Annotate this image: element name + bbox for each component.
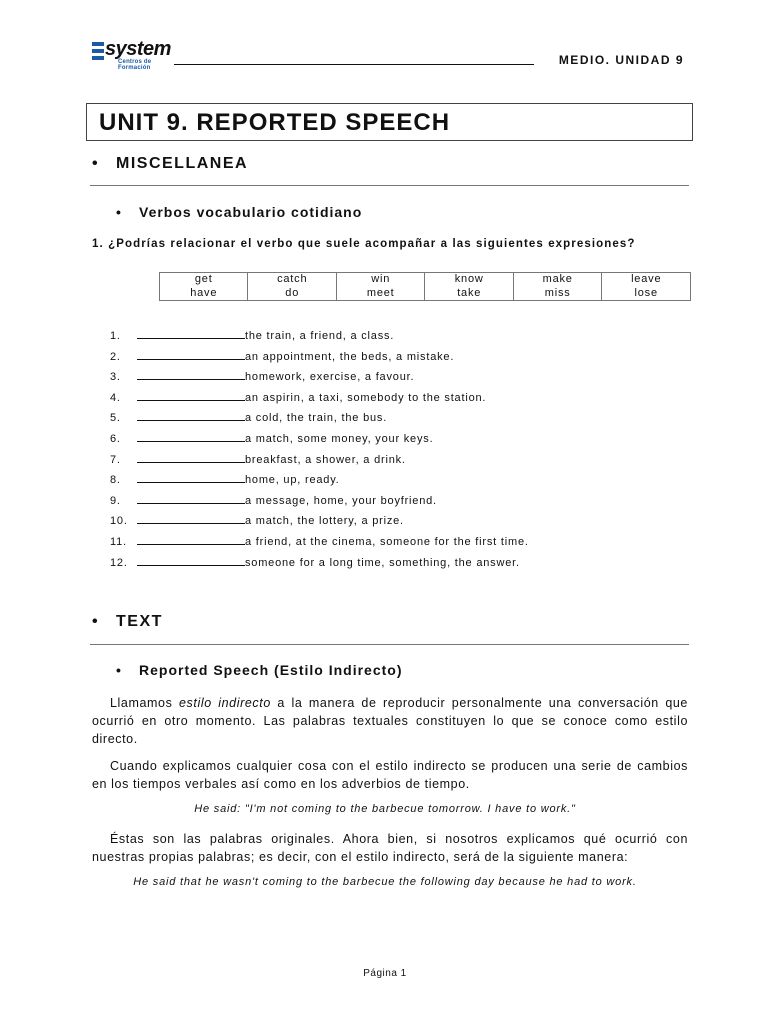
section-heading-text-section	[92, 613, 163, 631]
subheading-vocabulario	[116, 204, 362, 220]
verb-cell: win	[336, 273, 424, 287]
item-text: breakfast, a shower, a drink.	[245, 453, 406, 466]
section-rule	[90, 185, 689, 186]
verb-table-row	[160, 287, 691, 301]
quote-reported-speech: He said that he wasn't coming to the barbecue the following day because he had to work.	[133, 876, 637, 888]
bullet: •	[92, 155, 100, 172]
answer-blank[interactable]	[137, 369, 245, 380]
verb-cell: take	[425, 287, 513, 301]
logo-mark-icon	[92, 42, 104, 60]
item-number: 11.	[110, 535, 127, 548]
item-number: 6.	[110, 432, 121, 445]
verb-cell: make	[513, 273, 601, 287]
item-text: a message, home, your boyfriend.	[245, 494, 437, 507]
verb-cell: know	[425, 273, 513, 287]
verb-table-row	[160, 273, 691, 287]
answer-blank[interactable]	[137, 534, 245, 545]
item-text: homework, exercise, a favour.	[245, 371, 415, 384]
title-box	[86, 103, 693, 141]
verb-cell: meet	[336, 287, 424, 301]
item-text: an appointment, the beds, a mistake.	[245, 350, 455, 363]
page-title: UNIT 9. REPORTED SPEECH	[99, 109, 451, 136]
list-item	[110, 328, 529, 349]
verb-cell: get	[160, 273, 248, 287]
subheading-text: Reported Speech (Estilo Indirecto)	[139, 662, 403, 678]
item-text: someone for a long time, something, the answer.	[245, 556, 520, 569]
answer-blank[interactable]	[137, 513, 245, 524]
list-item	[110, 390, 529, 411]
item-number: 10.	[110, 515, 128, 528]
logo-subtext: Centros de Formación	[118, 59, 152, 71]
subheading-text: Verbos vocabulario cotidiano	[139, 204, 363, 220]
level-label: MEDIO. UNIDAD 9	[558, 53, 684, 67]
header-rule	[174, 64, 534, 65]
item-number: 7.	[110, 453, 121, 466]
paragraph-3: Éstas son las palabras originales. Ahora bien, si nosotros explicamos qué ocurrió con nuestras propias palabras; es decir, con el estilo indirecto, será de la siguiente manera:	[92, 832, 688, 864]
item-number: 3.	[110, 371, 121, 384]
verb-cell: do	[248, 287, 336, 301]
emphasis-text: estilo indirecto	[178, 696, 271, 710]
answer-blank[interactable]	[137, 472, 245, 483]
verb-cell: have	[160, 287, 248, 301]
verb-cell: lose	[602, 287, 691, 301]
verb-cell: miss	[513, 287, 601, 301]
item-text: a friend, at the cinema, someone for the first time.	[245, 535, 529, 548]
list-item	[110, 349, 529, 370]
system-logo	[92, 38, 172, 71]
item-number: 4.	[110, 391, 121, 404]
logo-wordmark: system	[105, 38, 171, 60]
item-text: a match, the lottery, a prize.	[245, 515, 404, 528]
question-1: 1. ¿Podrías relacionar el verbo que suele acompañar a las siguientes expresiones?	[92, 238, 636, 250]
section-heading-text: MISCELLANEA	[116, 155, 249, 172]
list-item	[110, 513, 529, 534]
answer-blank[interactable]	[137, 555, 245, 566]
list-item	[110, 452, 529, 473]
list-item	[110, 555, 529, 576]
item-number: 1.	[110, 330, 121, 342]
list-item	[110, 493, 529, 514]
verb-table	[159, 272, 691, 301]
answer-blank[interactable]	[137, 431, 245, 442]
bullet: •	[92, 613, 100, 630]
section-heading-miscellanea	[92, 155, 248, 173]
item-text: an aspirin, a taxi, somebody to the station.	[245, 391, 487, 404]
list-item	[110, 369, 529, 390]
verb-cell: catch	[248, 273, 336, 287]
section-heading-text: TEXT	[116, 613, 163, 630]
item-number: 2.	[110, 350, 121, 363]
quote-direct-speech: He said: "I'm not coming to the barbecue tomorrow. I have to work."	[194, 803, 576, 815]
item-text: the train, a friend, a class.	[245, 330, 395, 342]
section-rule	[90, 644, 689, 645]
verb-cell: leave	[602, 273, 691, 287]
item-number: 8.	[110, 474, 121, 487]
answer-blank[interactable]	[137, 349, 245, 360]
item-number: 5.	[110, 412, 121, 425]
list-item	[110, 472, 529, 493]
answer-blank[interactable]	[137, 410, 245, 421]
paragraph-text: Llamamos	[110, 696, 179, 710]
paragraph-1	[92, 694, 688, 748]
item-text: a cold, the train, the bus.	[245, 412, 388, 425]
item-text: a match, some money, your keys.	[245, 432, 434, 445]
item-text: home, up, ready.	[245, 474, 340, 487]
subheading-reported-speech	[116, 662, 402, 678]
page-number: Página 1	[363, 968, 407, 979]
answer-blank[interactable]	[137, 452, 245, 463]
item-number: 9.	[110, 494, 121, 507]
answer-blank[interactable]	[137, 390, 245, 401]
list-item	[110, 431, 529, 452]
bullet: •	[116, 662, 122, 678]
answer-blank[interactable]	[137, 328, 245, 339]
exercise-list	[110, 328, 529, 575]
item-number: 12.	[110, 556, 128, 569]
bullet: •	[116, 204, 122, 220]
paragraph-2: Cuando explicamos cualquier cosa con el estilo indirecto se producen una serie de cambios en los tiempos verbales así como en los adverbios de tiempo.	[92, 759, 688, 791]
answer-blank[interactable]	[137, 493, 245, 504]
paragraph-text: a la manera de reproducir personalmente una conversación que ocurrió en otro momento. Las palabras textuales constituyen lo que se conoce como estilo directo.	[92, 696, 688, 746]
list-item	[110, 534, 529, 555]
list-item	[110, 410, 529, 431]
